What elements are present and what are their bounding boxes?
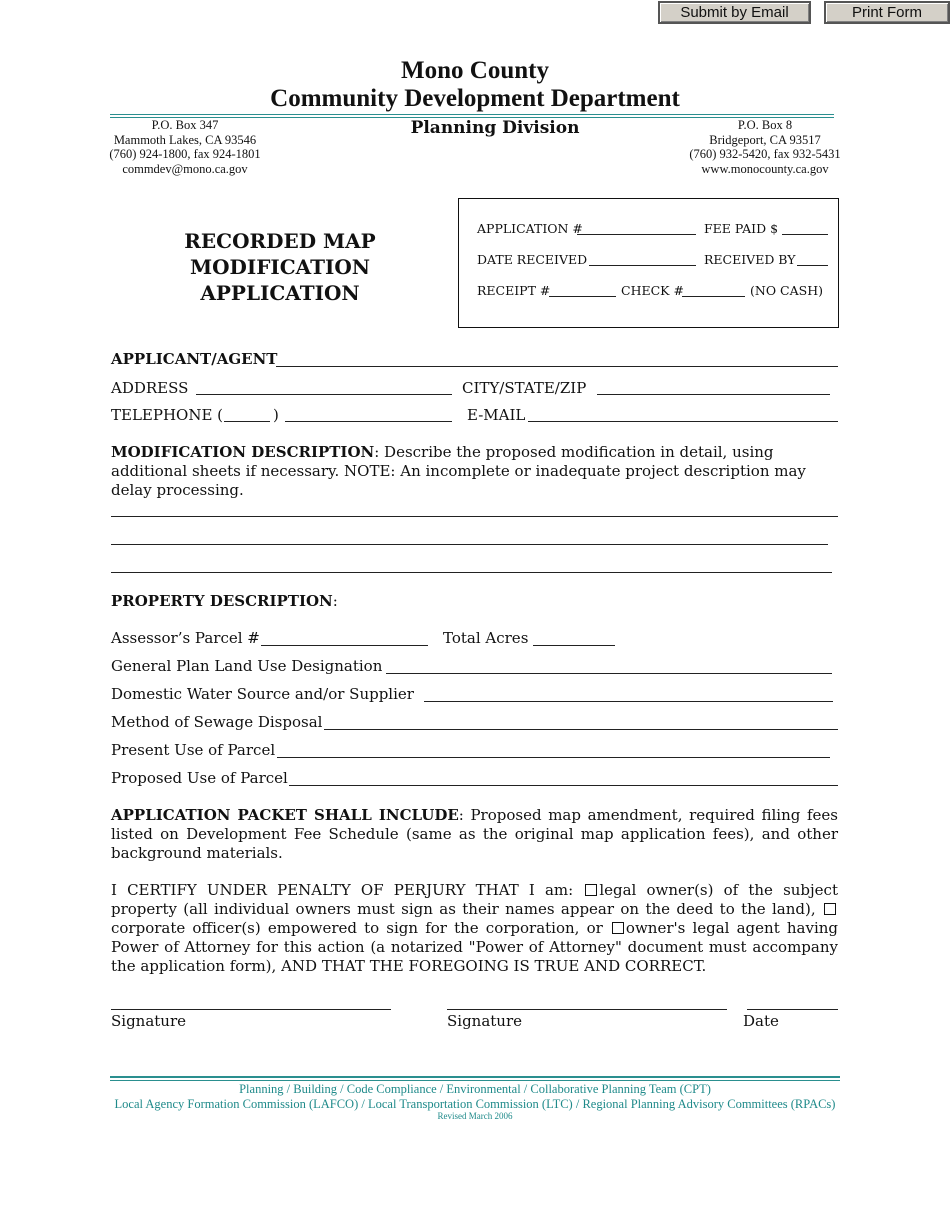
signature-label-2: Signature <box>447 1012 523 1030</box>
certify-option-3: owner's legal agent having Power of Attorney for this action (a notarized "Power of Attorney" document must accompany the application form), AND THAT THE FOREGOING IS TRUE AND CORRECT. <box>111 919 839 975</box>
no-cash-note: (NO CASH) <box>750 283 823 298</box>
general-plan-label: General Plan Land Use Designation <box>111 657 383 675</box>
sewage-disposal-label: Method of Sewage Disposal <box>111 713 323 731</box>
present-use-label: Present Use of Parcel <box>111 741 276 759</box>
city-state-zip-field[interactable] <box>597 394 830 395</box>
receipt-number-label: RECEIPT # <box>477 283 551 298</box>
check-number-label: CHECK # <box>621 283 684 298</box>
header-rule-top <box>110 114 834 115</box>
packet-paragraph <box>111 806 838 863</box>
property-description-heading <box>111 592 338 610</box>
footer-line-1: Planning / Building / Code Compliance / Environmental / Collaborative Planning Team (CPT) <box>239 1082 711 1096</box>
email-label: E-MAIL <box>467 406 526 424</box>
department-title: Community Development Department <box>270 85 680 112</box>
certification-paragraph <box>111 881 838 976</box>
footer-rule-top <box>110 1076 840 1078</box>
fee-paid-field[interactable] <box>782 234 828 235</box>
modification-text: : Describe the proposed modification in detail, using additional sheets if necessary. NOTE: An incomplete or inadequate project description may delay processing. <box>111 443 806 499</box>
property-heading-suffix: : <box>332 592 338 610</box>
received-by-label: RECEIVED BY <box>704 252 796 267</box>
proposed-use-label: Proposed Use of Parcel <box>111 769 288 787</box>
property-heading-text: PROPERTY DESCRIPTION <box>111 592 333 610</box>
left-address <box>105 118 265 176</box>
right-address-line: Bridgeport, CA 93517 <box>709 132 821 147</box>
received-by-field[interactable] <box>797 265 828 266</box>
certify-intro: I CERTIFY UNDER PENALTY OF PERJURY THAT I am: <box>111 881 584 899</box>
left-address-line: (760) 924-1800, fax 924-1801 <box>109 147 261 161</box>
sewage-disposal-field[interactable] <box>324 729 838 730</box>
total-acres-field[interactable] <box>533 645 615 646</box>
city-state-zip-label: CITY/STATE/ZIP <box>462 379 587 397</box>
footer-rule-bottom <box>110 1080 840 1081</box>
division-title: Planning Division <box>410 118 580 138</box>
application-number-field[interactable] <box>577 234 696 235</box>
apn-field[interactable] <box>261 645 428 646</box>
signature-line-1[interactable] <box>111 1009 391 1010</box>
legal-owner-checkbox[interactable] <box>585 884 597 896</box>
telephone-area-code-field[interactable] <box>224 421 270 422</box>
total-acres-label: Total Acres <box>443 629 529 647</box>
signature-label-1: Signature <box>111 1012 187 1030</box>
right-address <box>680 118 850 176</box>
modification-description <box>111 443 838 500</box>
date-received-field[interactable] <box>589 265 696 266</box>
packet-text: : Proposed map amendment, required filing fees listed on Development Fee Schedule (same as the original map application fees), and other background materials. <box>111 806 838 862</box>
corporate-officer-checkbox[interactable] <box>824 903 836 915</box>
footer-line-2: Local Agency Formation Commission (LAFCO) / Local Transportation Commission (LTC) / Regional Planning Advisory Committees (RPACs) <box>114 1097 836 1111</box>
title-line-1: RECORDED MAP <box>184 229 376 253</box>
fee-paid-label: FEE PAID $ <box>704 221 779 236</box>
telephone-number-field[interactable] <box>285 421 452 422</box>
proposed-use-field[interactable] <box>289 785 838 786</box>
telephone-label: TELEPHONE ( <box>111 406 224 424</box>
modification-line-3[interactable] <box>111 572 832 573</box>
packet-heading: APPLICATION PACKET SHALL INCLUDE <box>111 806 459 824</box>
date-line[interactable] <box>747 1009 838 1010</box>
modification-heading: MODIFICATION DESCRIPTION <box>111 443 375 461</box>
present-use-field[interactable] <box>277 757 830 758</box>
water-source-field[interactable] <box>424 701 833 702</box>
signature-line-2[interactable] <box>447 1009 727 1010</box>
receipt-number-field[interactable] <box>549 296 616 297</box>
apn-label: Assessor’s Parcel # <box>111 629 260 647</box>
left-address-line: commdev@mono.ca.gov <box>122 161 248 176</box>
county-title: Mono County <box>401 57 549 84</box>
modification-line-1[interactable] <box>111 516 838 517</box>
print-form-button[interactable]: Print Form <box>824 1 950 24</box>
application-number-label: APPLICATION # <box>477 221 583 236</box>
title-line-2: MODIFICATION APPLICATION <box>189 255 371 305</box>
right-address-line: www.monocounty.ca.gov <box>701 161 829 176</box>
address-label: ADDRESS <box>111 379 189 397</box>
right-address-line: P.O. Box 8 <box>737 118 793 132</box>
address-field[interactable] <box>196 394 452 395</box>
date-label: Date <box>743 1012 779 1030</box>
left-address-line: P.O. Box 347 <box>151 118 219 132</box>
legal-agent-checkbox[interactable] <box>612 922 624 934</box>
certify-option-1: legal owner(s) of the subject property (all individual owners must sign as their names appear on the deed to the land), <box>111 881 838 918</box>
applicant-agent-label: APPLICANT/AGENT <box>111 350 278 368</box>
check-number-field[interactable] <box>682 296 745 297</box>
water-source-label: Domestic Water Source and/or Supplier <box>111 685 414 703</box>
footer-revised: Revised March 2006 <box>437 1111 513 1121</box>
submit-by-email-button[interactable]: Submit by Email <box>658 1 811 24</box>
email-field[interactable] <box>528 421 838 422</box>
certify-option-2: corporate officer(s) empowered to sign for the corporation, or <box>111 919 610 937</box>
modification-line-2[interactable] <box>111 544 828 545</box>
left-address-line: Mammoth Lakes, CA 93546 <box>113 132 257 147</box>
application-title <box>110 228 450 306</box>
applicant-agent-field[interactable] <box>276 366 838 367</box>
right-address-line: (760) 932-5420, fax 932-5431 <box>689 147 841 161</box>
date-received-label: DATE RECEIVED <box>477 252 588 267</box>
general-plan-field[interactable] <box>386 673 832 674</box>
telephone-close-paren: ) <box>273 406 279 424</box>
